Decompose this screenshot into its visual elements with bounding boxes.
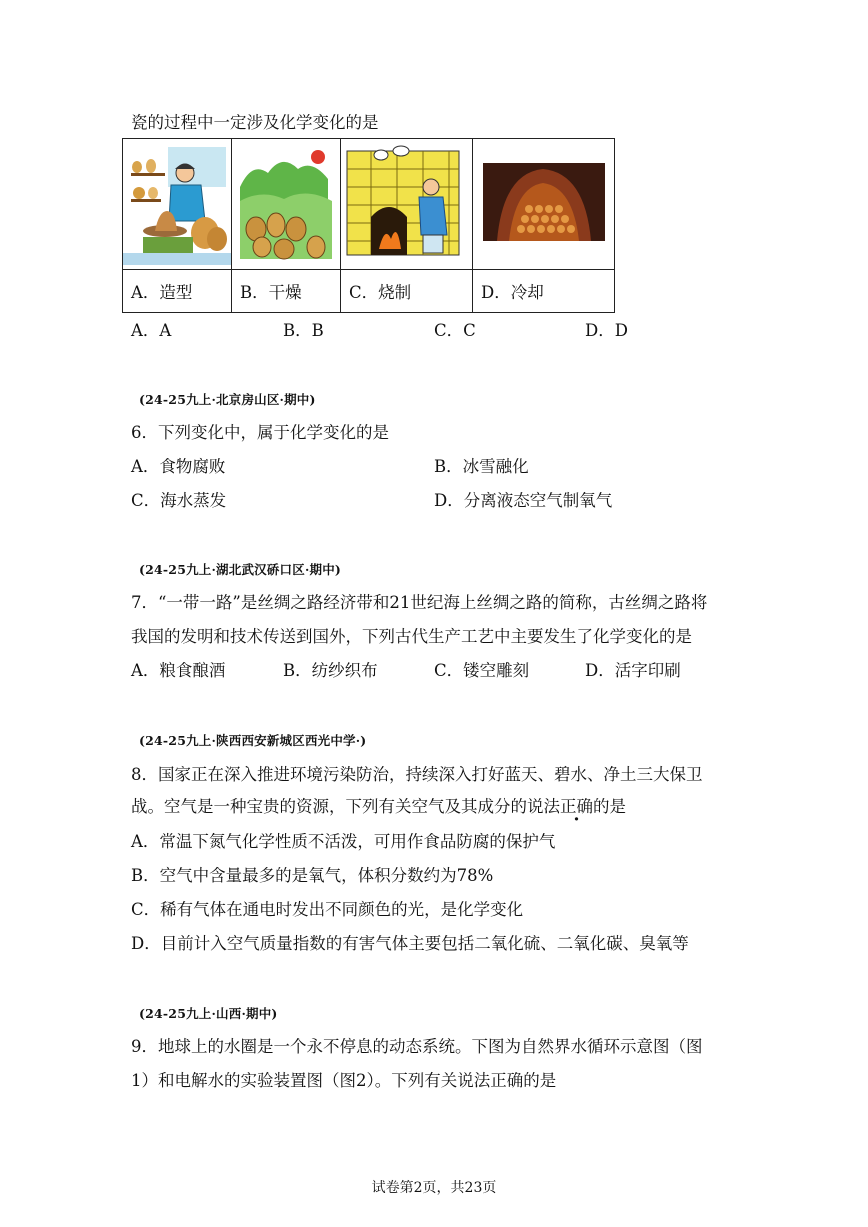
q8-stem-line2-pre: 战。空气是一种宝贵的资源，下列有关空气及其成分的说法 xyxy=(131,797,560,816)
q5-option-a: A．A xyxy=(131,321,172,340)
q9-stem-line2: 1）和电解水的实验装置图（图2）。下列有关说法正确的是 xyxy=(131,1071,557,1090)
q7-option-d: D．活字印刷 xyxy=(585,661,681,680)
cell-label-c: C．烧制 xyxy=(341,270,473,313)
q8-option-c: C．稀有气体在通电时发出不同颜色的光，是化学变化 xyxy=(131,900,524,919)
q9-source: (24-25九上·山西·期中) xyxy=(139,1006,278,1021)
cell-label-b: B．干燥 xyxy=(232,270,341,313)
q7-option-a: A．粮食酿酒 xyxy=(131,661,226,680)
q7-stem-line2: 我国的发明和技术传送到国外，下列古代生产工艺中主要发生了化学变化的是 xyxy=(131,627,692,646)
pottery-drying-image xyxy=(232,139,341,270)
page-footer: 试卷第2页，共23页 xyxy=(371,1180,497,1196)
q5-option-d: D．D xyxy=(585,321,628,340)
q5-option-b: B．B xyxy=(283,321,324,340)
q7-option-b: B．纺纱织布 xyxy=(283,661,378,680)
q5-stem: 瓷的过程中一定涉及化学变化的是 xyxy=(131,113,379,132)
pottery-shaping-image xyxy=(123,139,232,270)
q6-option-c: C．海水蒸发 xyxy=(131,491,227,510)
q6-source: (24-25九上·北京房山区·期中) xyxy=(139,392,316,407)
q5-option-c: C．C xyxy=(434,321,476,340)
q9-stem-line1: 9．地球上的水圈是一个永不停息的动态系统。下图为自然界水循环示意图（图 xyxy=(131,1037,703,1056)
q5-image-table xyxy=(122,138,615,313)
q8-option-a: A．常温下氮气化学性质不活泼，可用作食品防腐的保护气 xyxy=(131,832,556,851)
q7-stem-line1: 7．“一带一路”是丝绸之路经济带和21世纪海上丝绸之路的简称，古丝绸之路将 xyxy=(131,593,708,612)
q6-option-a: A．食物腐败 xyxy=(131,457,226,476)
q6-option-d: D．分离液态空气制氧气 xyxy=(434,491,613,510)
pottery-cooling-image xyxy=(473,139,615,270)
q6-stem: 6．下列变化中，属于化学变化的是 xyxy=(131,423,389,442)
q8-option-d: D．目前计入空气质量指数的有害气体主要包括二氧化硫、二氧化碳、臭氧等 xyxy=(131,934,689,953)
q8-option-b: B．空气中含量最多的是氧气，体积分数约为78% xyxy=(131,866,494,885)
q7-option-c: C．镂空雕刻 xyxy=(434,661,530,680)
q6-option-b: B．冰雪融化 xyxy=(434,457,529,476)
cell-label-a: A．造型 xyxy=(123,270,232,313)
cell-label-d: D．冷却 xyxy=(473,270,615,313)
q8-stem-line2 xyxy=(131,796,626,818)
q7-source: (24-25九上·湖北武汉硚口区·期中) xyxy=(139,562,342,577)
q8-stem-line1: 8．国家正在深入推进环境污染防治，持续深入打好蓝天、碧水、净土三大保卫 xyxy=(131,765,703,784)
pottery-firing-image xyxy=(341,139,473,270)
q8-emphasis-word: 正确 xyxy=(560,797,593,816)
q8-source: (24-25九上·陕西西安新城区西光中学·) xyxy=(139,733,367,748)
q8-stem-line2-post: 的是 xyxy=(593,797,626,816)
